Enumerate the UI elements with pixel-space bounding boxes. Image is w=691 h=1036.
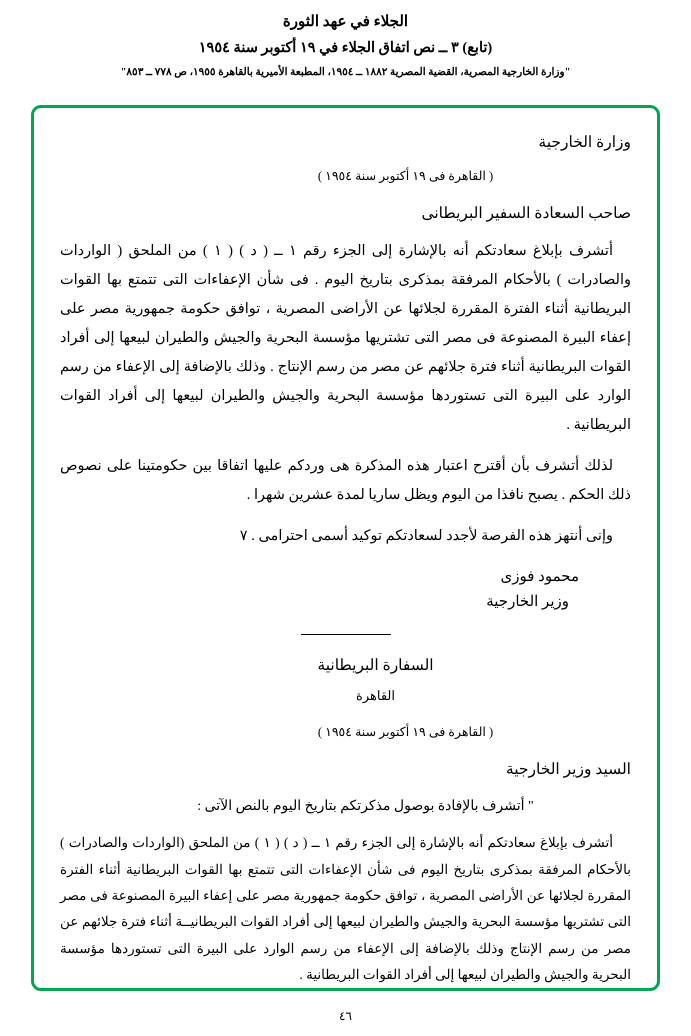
letter-one-date: ( القاهرة فى ١٩ أكتوبر سنة ١٩٥٤ ): [317, 169, 494, 184]
ministry-heading: وزارة الخارجية: [538, 134, 631, 151]
page-number: ٤٦: [339, 1009, 352, 1023]
green-framed-content: [31, 105, 660, 991]
signatory-role: وزير الخارجية: [486, 594, 569, 611]
letter-one-paragraph-2: لذلك أتشرف بأن أقترح اعتبار هذه المذكرة هى وردكم عليها اتفاقا بين حكومتينا على نصوص ذلك الحكم . يصبح نافذا من اليوم ويظل ساريا لمدة عشرين شهرا .: [60, 457, 631, 503]
letter-two-date: ( القاهرة فى ١٩ أكتوبر سنة ١٩٥٤ ): [317, 725, 494, 740]
document-body: [60, 128, 631, 988]
letter-one-salutation: صاحب السعادة السفير البريطانى: [421, 204, 631, 222]
embassy-heading: السفارة البريطانية: [317, 656, 434, 674]
section-divider: [301, 634, 391, 635]
page-header: [0, 0, 691, 78]
letter-one-paragraph-1: أتشرف بإبلاغ سعادتكم أنه بالإشارة إلى الجزء رقم ١ ــ ( د ) ( ١ ) من الملحق ( الواردات والصادرات ) بالأحكام المرفقة بمذكرى بتاريخ اليوم . فى شأن الإعفاءات التى تتمتع بها القوات البريطانية أثناء الفترة المقررة لجلائها عن الأراضى المصرية ، توافق حكومة جمهورية مصر على إعفاء البيرة المصنوعة فى مصر التى تشتريها مؤسسة البحرية والجيش والطيران لبيعها إلى أفراد القوات البريطانية أثناء فترة جلائهم عن مصر من رسم الإنتاج . وذلك بالإضافة إلى الإعفاء من رسم الوارد على البيرة التى تستوردها مؤسسة البحرية والجيش والطيران لبيعها إلى أفراد القوات البريطانية .: [60, 242, 631, 433]
embassy-city: القاهرة: [356, 688, 395, 704]
chapter-title: الجلاء في عهد الثورة: [282, 14, 409, 30]
letter-two-quoted-text: [60, 830, 631, 988]
letter-two-quote-opening: " أتشرف بالإفادة بوصول مذكرتكم بتاريخ اليوم بالنص الآتى :: [197, 798, 534, 814]
page-footer: [0, 1009, 691, 1024]
letter-one-paragraph-3: وإنى أنتهز هذه الفرصة لأجدد لسعادتكم توكيد أسمى احترامى . ٧: [239, 527, 613, 544]
source-citation: "وزارة الخارجية المصرية، القضية المصرية ١٨٨٢ ــ ١٩٥٤، المطبعة الأميرية بالقاهرة ١٩٥٥، ص ٧٧٨ ــ ٨٥٣": [120, 67, 571, 78]
letter-two-salutation: السيد وزير الخارجية: [505, 760, 631, 778]
letter-two-quoted-paragraph-1: أتشرف بإبلاغ سعادتكم أنه بالإشارة إلى الجزء رقم ١ ــ ( د ) ( ١ ) من الملحق (الواردات والصادرات ) بالأحكام المرفقة بمذكرى بتاريخ اليوم فى شأن الإعفاءات التى تتمتع بها القوات البريطانية أثناء الفترة المقررة لجلائها عن الأراضى المصرية ، توافق حكومة جمهورية مصر على إعفاء البيرة المصنوعة فى مصر التى تشتريها مؤسسة البحرية والجيش والطيران لبيعها إلى أفراد القوات البريطانيــة أثناء فترة جلائهم عن مصر من رسم الإنتاج وذلك بالإضافة إلى الإعفاء من رسم الوارد على البيرة التى تستوردها مؤسسة البحرية والجيش والطيران لبيعها إلى أفراد القوات البريطانية .: [60, 835, 631, 982]
document-title: (تابع) ٣ ــ نص اتفاق الجلاء في ١٩ أكتوبر سنة ١٩٥٤: [198, 40, 493, 56]
letter-one-signature: [60, 565, 579, 616]
signatory-name: محمود فوزى: [500, 568, 579, 585]
